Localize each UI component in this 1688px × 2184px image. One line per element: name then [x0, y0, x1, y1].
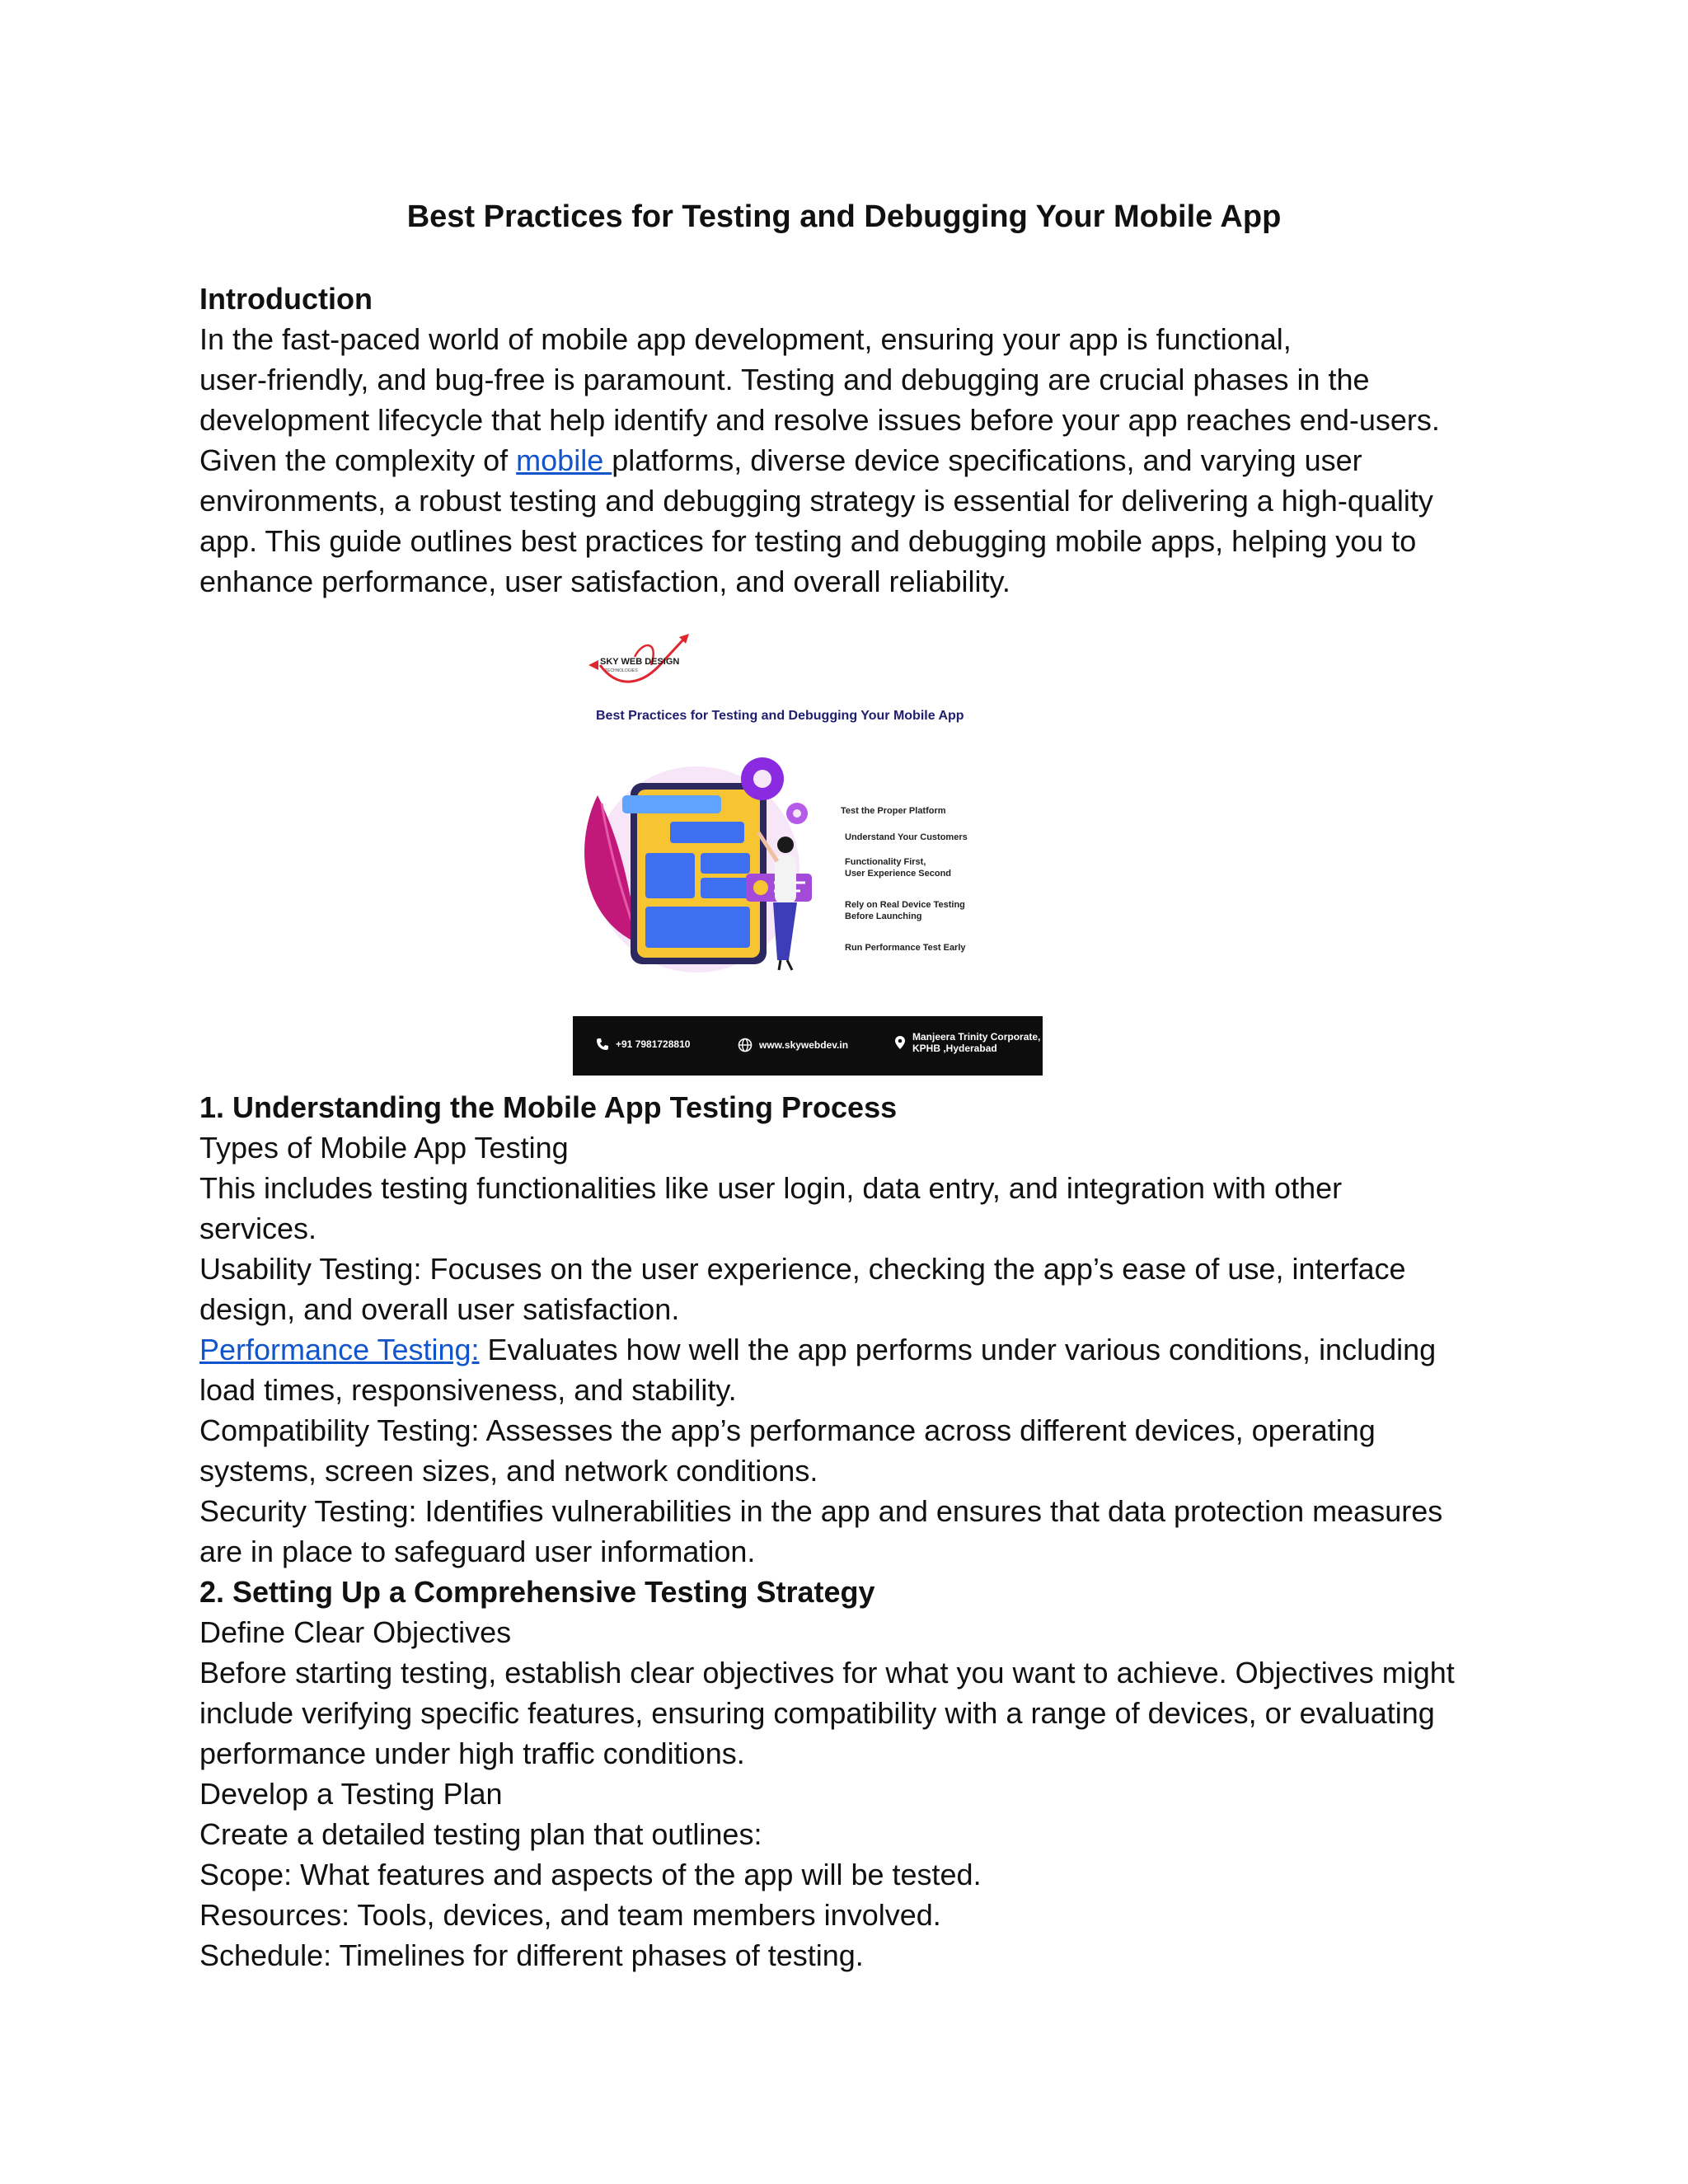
address-text: Manjeera Trinity Corporate, KPHB ,Hyderabad: [912, 1031, 1041, 1054]
paragraph-line: Security Testing: Identifies vulnerabilities in the app and ensures that data protection measures: [199, 1494, 1443, 1528]
infographic-image: [573, 622, 1043, 1076]
intro-line: environments, a robust testing and debugging strategy is essential for delivering a high-quality: [199, 484, 1433, 518]
paragraph-line: Before starting testing, establish clear objectives for what you want to achieve. Objectives might: [199, 1656, 1455, 1690]
point-item: Before Launching: [845, 912, 922, 921]
intro-line: user-friendly, and bug-free is paramount. Testing and debugging are crucial phases in the: [199, 363, 1370, 396]
intro-heading: Introduction: [199, 282, 373, 316]
mobile-link[interactable]: mobile: [516, 443, 612, 477]
intro-text: Given the complexity of: [199, 443, 517, 477]
globe-icon: [738, 1038, 753, 1052]
phone-icon: [596, 1038, 609, 1051]
contact-address: [894, 1031, 1040, 1054]
plan-resources: Resources: Tools, devices, and team members involved.: [199, 1898, 941, 1932]
infographic-footer: [573, 1016, 1043, 1076]
section-1-heading: 1. Understanding the Mobile App Testing Process: [199, 1090, 898, 1124]
point-item: Run Performance Test Early: [845, 943, 966, 953]
website-url: www.skywebdev.in: [759, 1039, 849, 1051]
logo-subtext: TECHNOLOGIES: [605, 668, 638, 673]
page-title: Best Practices for Testing and Debugging Your Mobile App: [406, 199, 1282, 234]
contact-website: [738, 1038, 848, 1052]
location-pin-icon: [894, 1035, 906, 1050]
paragraph-line: systems, screen sizes, and network conditions.: [199, 1454, 818, 1488]
contact-phone: [596, 1038, 690, 1051]
paragraph-line: are in place to safeguard user information.: [199, 1535, 756, 1568]
infographic-title: Best Practices for Testing and Debugging Your Mobile App: [596, 709, 964, 723]
phone-illustration: [573, 746, 845, 977]
plan-scope: Scope: What features and aspects of the app will be tested.: [199, 1858, 982, 1891]
intro-line: app. This guide outlines best practices for testing and debugging mobile apps, helping you to: [199, 524, 1417, 558]
logo-text: SKY WEB DESIGN: [600, 657, 680, 667]
paragraph-line: Compatibility Testing: Assesses the app’s performance across different devices, operating: [199, 1413, 1376, 1447]
paragraph-line: load times, responsiveness, and stability.: [199, 1373, 737, 1407]
paragraph-line: [199, 1329, 1535, 1370]
section-1: [199, 1087, 1535, 1975]
point-item: User Experience Second: [845, 869, 952, 879]
section-2-heading: 2. Setting Up a Comprehensive Testing Strategy: [199, 1575, 875, 1609]
intro-line: In the fast-paced world of mobile app development, ensuring your app is functional,: [199, 322, 1292, 356]
paragraph-line: performance under high traffic conditions.: [199, 1736, 745, 1770]
paragraph-text: Evaluates how well the app performs under various conditions, including: [479, 1333, 1437, 1366]
intro-line: development lifecycle that help identify and resolve issues before your app reaches end-users.: [199, 403, 1440, 437]
section-2-subheading: Develop a Testing Plan: [199, 1777, 503, 1811]
paragraph-line: design, and overall user satisfaction.: [199, 1292, 680, 1326]
sky-web-design-logo: [585, 632, 701, 690]
intro-text: platforms, diverse device specifications, and varying user: [612, 443, 1362, 477]
intro-section: [199, 279, 1535, 602]
paragraph-line: Usability Testing: Focuses on the user experience, checking the app’s ease of use, interface: [199, 1252, 1406, 1286]
paragraph-line: Create a detailed testing plan that outlines:: [199, 1817, 762, 1851]
intro-line: [199, 440, 1535, 480]
point-item: Rely on Real Device Testing: [845, 900, 965, 910]
phone-number: +91 7981728810: [616, 1038, 691, 1050]
performance-testing-link[interactable]: Performance Testing:: [199, 1333, 480, 1366]
plan-schedule: Schedule: Timelines for different phases of testing.: [199, 1938, 864, 1972]
point-item: Understand Your Customers: [845, 832, 968, 842]
point-item: Test the Proper Platform: [841, 806, 946, 816]
section-1-subheading: Types of Mobile App Testing: [199, 1131, 569, 1165]
intro-line: enhance performance, user satisfaction, and overall reliability.: [199, 565, 1010, 598]
section-2-subheading: Define Clear Objectives: [199, 1615, 512, 1649]
paragraph-line: include verifying specific features, ensuring compatibility with a range of devices, or evaluating: [199, 1696, 1435, 1730]
paragraph-line: This includes testing functionalities like user login, data entry, and integration with other: [199, 1171, 1343, 1205]
paragraph-line: services.: [199, 1212, 317, 1245]
point-item: Functionality First,: [845, 857, 926, 867]
